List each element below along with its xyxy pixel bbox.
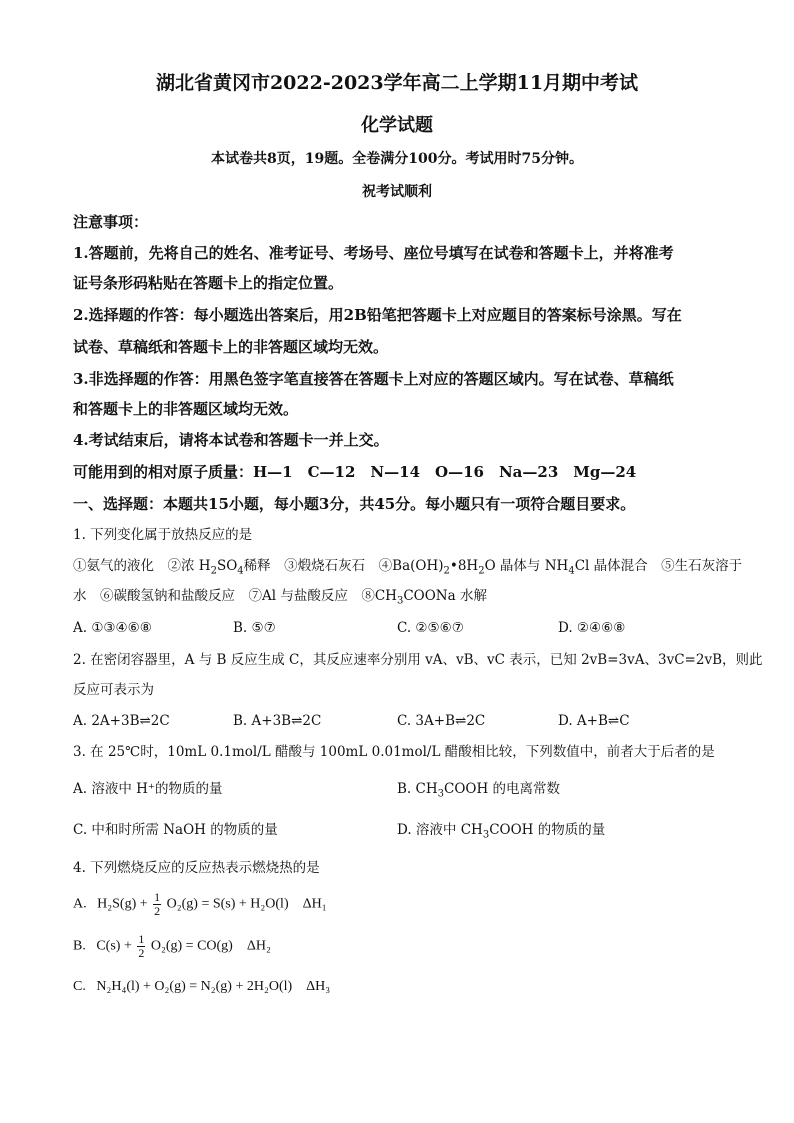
question-1-option-c: C. ②⑤⑥⑦	[397, 620, 464, 636]
question-4-stem: 4. 下列燃烧反应的反应热表示燃烧热的是	[73, 860, 320, 876]
question-4-option-a: A. H₂S(g) + $\frac{1}{2}$ O₂(g) = S(s) + H₂O(l) ΔH₁	[73, 890, 327, 918]
question-3-option-a: A. 溶液中 H⁺的物质的量	[73, 781, 223, 797]
fraction: $\frac{1}{2}$	[154, 890, 161, 918]
fraction: $\frac{1}{2}$	[138, 932, 145, 960]
question-4-option-c: C. N₂H₄(l) + O₂(g) = N₂(g) + 2H₂O(l) ΔH₃	[73, 979, 331, 994]
exam-wish: 祝考试顺利	[362, 184, 432, 200]
question-3-stem: 3. 在 25℃时，10mL 0.1mol/L 醋酸与 100mL 0.01mol/L 醋酸相比较，下列数值中，前者大于后者的是	[73, 744, 715, 760]
question-2-stem-line1: 2. 在密闭容器里，A 与 B 反应生成 C，其反应速率分别用 vA、vB、vC 表示，已知 2vB=3vA、3vC=2vB，则此	[73, 652, 763, 668]
notice-line: 证号条形码粘贴在答题卡上的指定位置。	[73, 274, 344, 292]
exam-title: 湖北省黄冈市2022-2023学年高二上学期11月期中考试	[155, 72, 639, 94]
question-4-option-b: B. C(s) + $\frac{1}{2}$ O₂(g) = CO(g) ΔH₂	[73, 932, 271, 960]
atomic-masses: 可能用到的相对原子质量：H—1 C—12 N—14 O—16 Na—23 Mg—24	[73, 463, 637, 481]
notice-heading: 注意事项：	[73, 213, 149, 231]
question-2-stem-line2: 反应可表示为	[73, 682, 154, 698]
question-1-items-line2: 水 ⑥碳酸氢钠和盐酸反应 ⑦Al 与盐酸反应 $⑧CH_3COONa$ 水解	[73, 588, 487, 607]
exam-subtitle: 化学试题	[361, 115, 433, 136]
question-2-option-a: A. 2A+3B⇌2C	[73, 713, 170, 729]
notice-line: 4.考试结束后，请将本试卷和答题卡一并上交。	[73, 431, 389, 449]
section-heading: 一、选择题：本题共15小题，每小题3分，共45分。每小题只有一项符合题目要求。	[73, 495, 636, 513]
question-1-option-d: D. ②④⑥⑧	[558, 620, 626, 636]
question-2-option-b: B. A+3B⇌2C	[233, 713, 322, 729]
question-2-option-d: D. A+B⇌C	[558, 713, 630, 729]
notice-line: 1.答题前，先将自己的姓名、准考证号、考场号、座位号填写在试卷和答题卡上，并将准考	[73, 244, 674, 262]
question-3-option-d: D. 溶液中 $CH_3COOH$ 的物质的量	[397, 822, 606, 841]
notice-line: 2.选择题的作答：每小题选出答案后，用2B铅笔把答题卡上对应题目的答案标号涂黑。写在	[73, 306, 682, 324]
notice-line: 和答题卡上的非答题区域均无效。	[73, 400, 299, 418]
exam-info: 本试卷共8页，19题。全卷满分100分。考试用时75分钟。	[211, 151, 583, 167]
question-3-option-b: B. $CH_3COOH$ 的电离常数	[397, 781, 561, 800]
question-1-option-a: A. ①③④⑥⑧	[73, 620, 152, 636]
question-1-items-line1: ①氨气的液化 ②浓 $H_2SO_4$稀释 ③煅烧石灰石 $④Ba(OH)_2•8H_2O$ 晶体与 $NH_4Cl$ 晶体混合 ⑤生石灰溶于	[73, 558, 743, 577]
question-1-stem: 1. 下列变化属于放热反应的是	[73, 527, 253, 543]
notice-line: 3.非选择题的作答：用黑色签字笔直接答在答题卡上对应的答题区域内。写在试卷、草稿纸	[73, 370, 674, 388]
question-1-option-b: B. ⑤⑦	[233, 620, 276, 636]
notice-line: 试卷、草稿纸和答题卡上的非答题区域均无效。	[73, 338, 389, 356]
question-3-option-c: C. 中和时所需 NaOH 的物质的量	[73, 822, 278, 838]
question-2-option-c: C. 3A+B⇌2C	[397, 713, 486, 729]
